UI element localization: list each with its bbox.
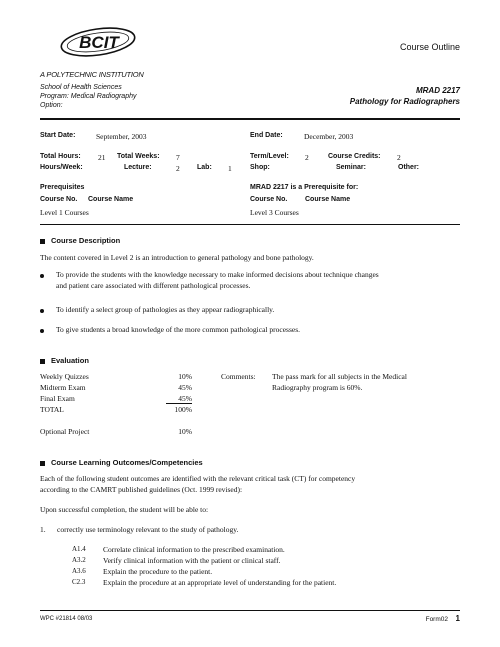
- bcit-logo: [58, 20, 140, 64]
- bullet-dot-icon: [40, 309, 44, 313]
- credits-label: Course Credits:: [328, 153, 381, 160]
- hours-week-label: Hours/Week:: [40, 164, 83, 171]
- outcome-item-text: correctly use terminology relevant to the study of pathology.: [57, 525, 239, 534]
- optional-project-value: 10%: [178, 427, 192, 436]
- shop-label: Shop:: [250, 164, 270, 171]
- task-code: A1.4: [72, 545, 86, 553]
- total-hours-value: 21: [98, 153, 106, 162]
- outcomes-intro-line2: according to the CAMRT published guidelines (Oct. 1999 revised):: [40, 485, 243, 494]
- section-square-icon: [40, 359, 45, 364]
- outcomes-heading: Course Learning Outcomes/Competencies: [40, 458, 203, 467]
- lecture-label: Lecture:: [124, 164, 152, 171]
- section-square-icon: [40, 461, 45, 466]
- task-code: A3.2: [72, 556, 86, 564]
- eval-total-value: 100%: [174, 405, 192, 414]
- end-date-value: December, 2003: [304, 132, 354, 141]
- doc-type: Course Outline: [399, 42, 460, 52]
- optional-project-label: Optional Project: [40, 427, 90, 436]
- eval-row-value: 45%: [166, 394, 192, 404]
- option-label: Option:: [40, 102, 63, 109]
- task-code: A3.6: [72, 567, 86, 575]
- header-rule: [40, 118, 460, 120]
- term-value: 2: [305, 153, 309, 162]
- section-square-icon: [40, 239, 45, 244]
- outcome-item-number: 1.: [40, 525, 46, 534]
- prereq-for-value: Level 3 Courses: [250, 208, 299, 217]
- description-bullet-1-line1: To provide the students with the knowledge necessary to make informed decisions about technique changes: [56, 270, 379, 279]
- evaluation-heading: Evaluation: [40, 356, 89, 365]
- prereq-value: Level 1 Courses: [40, 208, 89, 217]
- footer-left: WPC #21814 08/03: [40, 616, 93, 622]
- other-label: Other:: [398, 164, 419, 171]
- school-name: School of Health Sciences: [40, 84, 122, 91]
- footer-form-label: Form02: [425, 616, 448, 623]
- program-name: Program: Medical Radiography: [40, 93, 137, 100]
- task-text: Correlate clinical information to the prescribed examination.: [103, 545, 285, 554]
- prereq-course-no-label: Course No.: [40, 196, 78, 203]
- info-rule: [40, 224, 460, 225]
- credits-value: 2: [397, 153, 401, 162]
- footer-rule: [40, 610, 460, 611]
- outcomes-intro-line1: Each of the following student outcomes are identified with the relevant critical task (CT) for competency: [40, 474, 356, 483]
- eval-row-label: Final Exam: [40, 394, 75, 403]
- prereq-label: Prerequisites: [40, 184, 85, 191]
- description-bullet-1-line2: and patient care associated with different pathological processes.: [56, 281, 251, 290]
- lab-label: Lab:: [197, 164, 212, 171]
- term-label: Term/Level:: [250, 153, 289, 160]
- institution-line: A POLYTECHNIC INSTITUTION: [40, 70, 144, 79]
- course-code: MRAD 2217: [415, 86, 460, 95]
- course-title: Pathology for Radiographers: [349, 97, 460, 106]
- prereq-for-course-name-label: Course Name: [305, 196, 351, 203]
- end-date-label: End Date:: [250, 132, 283, 139]
- eval-total-label: TOTAL: [40, 405, 64, 414]
- eval-row-label: Weekly Quizzes: [40, 372, 89, 381]
- task-code: C2.3: [72, 578, 86, 586]
- outcomes-upon: Upon successful completion, the student will be able to:: [40, 505, 209, 514]
- lab-value: 1: [228, 164, 232, 173]
- bullet-dot-icon: [40, 274, 44, 278]
- start-date-label: Start Date:: [40, 132, 76, 139]
- logo-text: BCIT: [79, 33, 119, 52]
- total-weeks-label: Total Weeks:: [117, 153, 160, 160]
- lecture-value: 2: [176, 164, 180, 173]
- description-heading: Course Description: [40, 236, 120, 245]
- eval-row-label: Midterm Exam: [40, 383, 86, 392]
- prereq-for-course-no-label: Course No.: [250, 196, 288, 203]
- description-bullet-3: To give students a broad knowledge of the more common pathological processes.: [56, 325, 300, 334]
- prereq-for-label: MRAD 2217 is a Prerequisite for:: [250, 184, 359, 191]
- page-number: 1: [455, 614, 460, 623]
- comments-line2: Radiography program is 60%.: [272, 383, 363, 392]
- bullet-dot-icon: [40, 329, 44, 333]
- description-bullet-2: To identify a select group of pathologies as they appear radiographically.: [56, 305, 275, 314]
- task-text: Explain the procedure to the patient.: [103, 567, 213, 576]
- eval-row-value: 45%: [178, 383, 192, 392]
- prereq-course-name-label: Course Name: [88, 196, 134, 203]
- total-hours-label: Total Hours:: [40, 153, 81, 160]
- start-date-value: September, 2003: [96, 132, 147, 141]
- description-intro: The content covered in Level 2 is an introduction to general pathology and bone pathology.: [40, 253, 314, 262]
- task-text: Verify clinical information with the patient or clinical staff.: [103, 556, 281, 565]
- comments-line1: The pass mark for all subjects in the Medical: [272, 372, 407, 381]
- seminar-label: Seminar:: [336, 164, 366, 171]
- task-text: Explain the procedure at an appropriate level of understanding for the patient.: [103, 578, 337, 587]
- comments-label: Comments:: [221, 372, 256, 381]
- eval-row-value: 10%: [178, 372, 192, 381]
- total-weeks-value: 7: [176, 153, 180, 162]
